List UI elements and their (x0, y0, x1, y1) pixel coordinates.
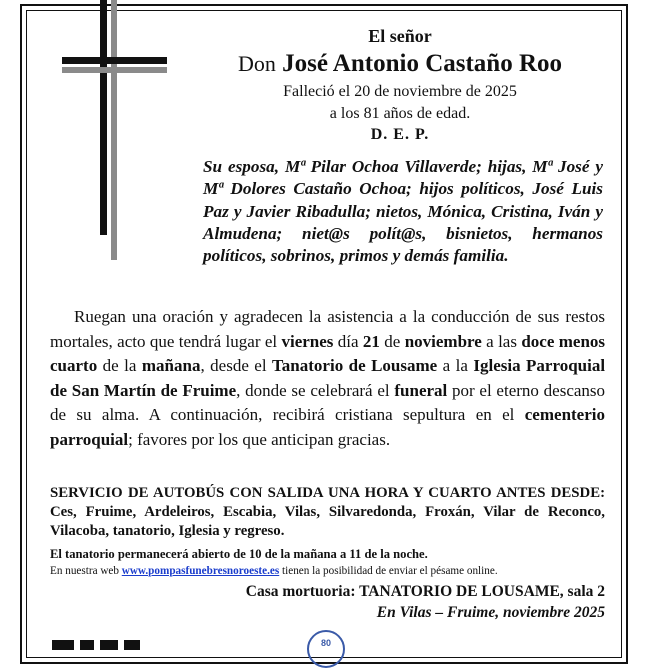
anniversary-seal-icon (307, 630, 345, 668)
text-segment: día (337, 331, 359, 351)
opening-hours: El tanatorio permanecerá abierto de 10 de la mañana a 11 de la noche. (50, 547, 428, 561)
cross-vertical-black (100, 0, 107, 235)
text-segment: Ruegan una oración y agradecen la asistencia a la conducción de sus restos mortales, acto que tendrá lugar el (50, 307, 605, 351)
honorific: Don (237, 51, 276, 76)
text-segment: ; favores por los que anticipan gracias. (128, 429, 391, 449)
age-line: a los 81 años de edad. (329, 105, 471, 122)
text-segment: por el eterno descanso de su alma. A continuación, recibirá cristiana sepultura en el (50, 380, 606, 425)
text-segment: , donde se celebrará el (236, 380, 390, 400)
cross-icon (62, 0, 172, 260)
text-segment: a la (442, 356, 468, 376)
bus-service-notice: SERVICIO DE AUTOBÚS CON SALIDA UNA HORA Y CUARTO ANTES DESDE: Ces, Fruime, Ardeleiros, Escabia, Vilas, Silvaredonda, Froxán, Vilar de Reconco, Vilacoba, tanatorio, Iglesia y regreso. (50, 485, 605, 539)
deceased-name: José Antonio Castaño Roo (282, 50, 563, 77)
web-suffix: tienen la posibilidad de enviar el pésame online. (282, 565, 498, 577)
text-segment: de la (102, 356, 137, 376)
funeral-word: funeral (394, 380, 448, 400)
month: noviembre (404, 331, 482, 351)
day-name: viernes (281, 331, 334, 351)
title-line: El señor (368, 26, 432, 46)
dep-line: D. E. P. (370, 126, 430, 143)
time-period: mañana (141, 356, 201, 376)
cemetery-name: cementerio parroquial (50, 405, 605, 449)
text-segment: , desde el (200, 356, 267, 376)
web-prefix: En nuestra web (50, 565, 119, 577)
ceremony-time: doce menos cuarto (50, 331, 606, 376)
funeral-home-line: Casa mortuoria: TANATORIO DE LOUSAME, sala 2 (245, 583, 605, 600)
company-logo (52, 640, 140, 650)
cross-horizontal-gray (62, 67, 167, 73)
family-paragraph: Su esposa, Mª Pilar Ochoa Villaverde; hijas, Mª José y Mª Dolores Castaño Ochoa; hijos políticos, José Luis Paz y Javier Ribadulla; nietos, Mónica, Cristina, Iván y Almudena; niet@s polít@s, bisnietos, hermanos políticos, sobrinos, primos y demás familia. (203, 157, 603, 266)
day-number: 21 (362, 331, 380, 351)
ceremony-paragraph (50, 305, 605, 453)
death-date: Falleció el 20 de noviembre de 2025 (283, 83, 517, 100)
church-name: Iglesia Parroquial de San Martín de Fruime (50, 356, 606, 400)
cross-vertical-gray (111, 0, 117, 260)
text-segment: de (384, 331, 401, 351)
deceased-name-line (180, 50, 620, 78)
origin-location: Tanatorio de Lousame (272, 356, 438, 376)
website-link[interactable]: www.pompasfunebresnoroeste.es (121, 565, 280, 577)
place-date-line: En Vilas – Fruime, noviembre 2025 (376, 604, 605, 621)
cross-horizontal-black (62, 57, 167, 64)
seal-number: 80 (320, 638, 331, 648)
web-notice (50, 565, 605, 577)
text-segment: a las (486, 331, 517, 351)
